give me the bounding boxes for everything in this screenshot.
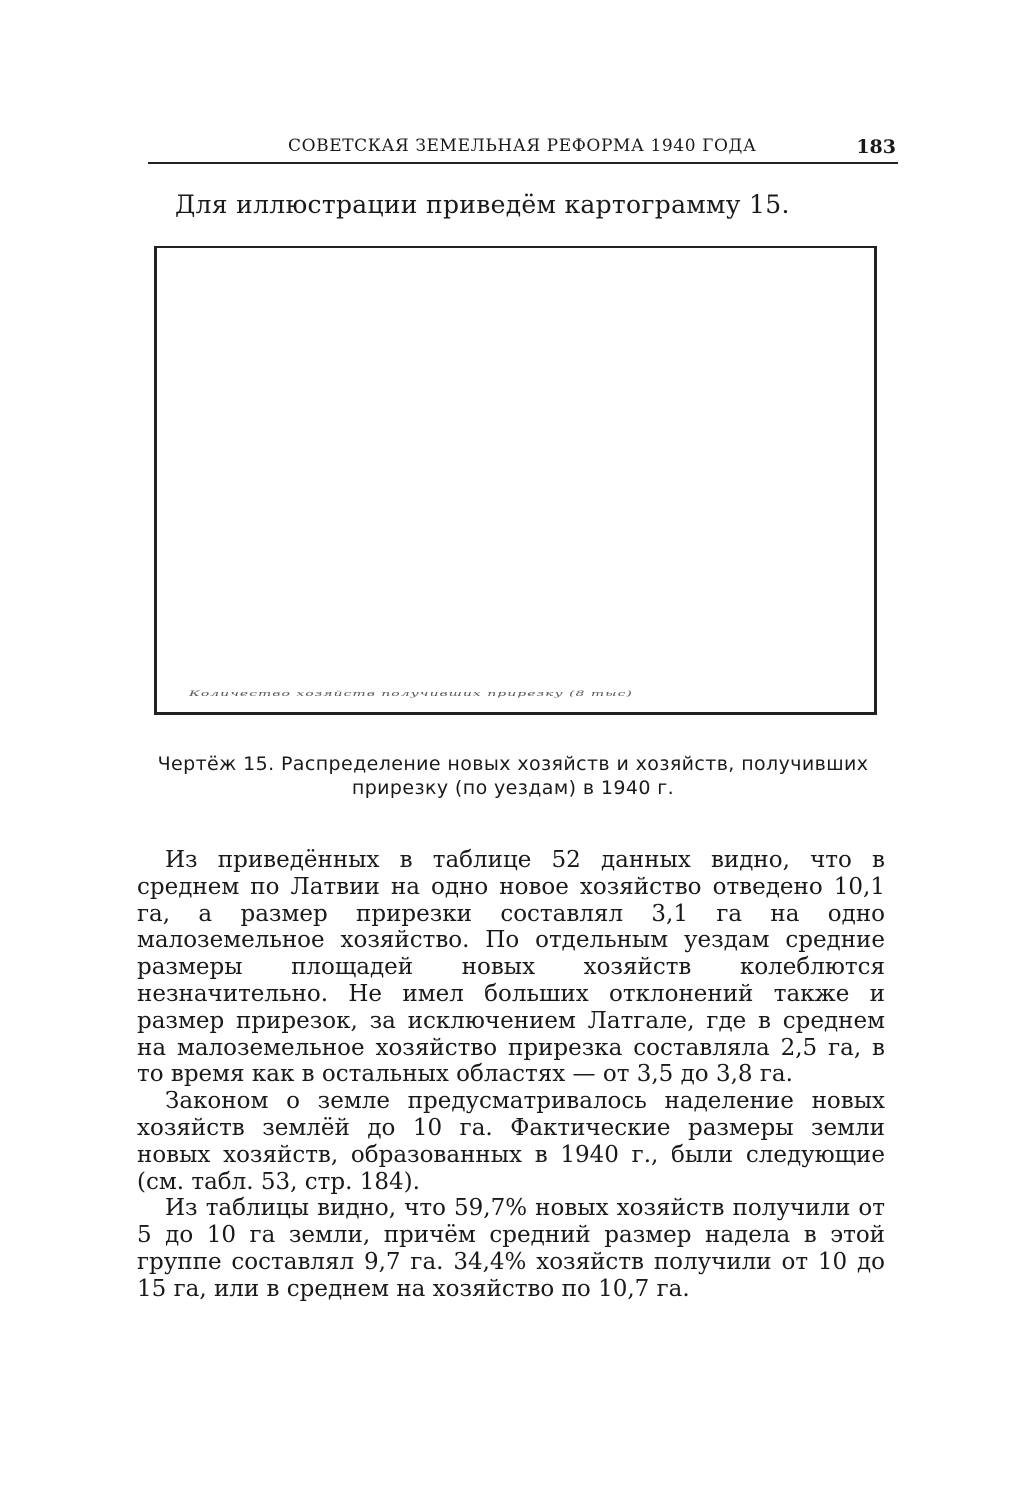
intro-line: Для иллюстрации приведём картограмму 15.: [175, 190, 790, 219]
paragraph-1: Из приведённых в таблице 52 данных видно, что в среднем по Латвии на одно новое хозяйство отведено 10,1 га, а размер прирезки составлял 3,1 га на одно малоземельное хозяйство. По отдельным уездам средние размеры площадей новых хозяйств колеблются незначительно. Не имел больших отклонений также и размер прирезок, за исключением Латгале, где в среднем на малоземельное хозяйство прирезка составляла 2,5 га, в то время как в остальных областях — от 3,5 до 3,8 га.: [137, 847, 885, 1088]
cartogram-frame: [154, 246, 877, 715]
cartogram-legend: Количество хозяйств получивших прирезку (8 тыс): [189, 689, 633, 698]
paragraph-3: Из таблицы видно, что 59,7% новых хозяйств получили от 5 до 10 га земли, причём средний размер надела в этой группе составлял 9,7 га. 34,4% хозяйств получили от 10 до 15 га, или в среднем на хозяйство по 10,7 га.: [137, 1195, 885, 1302]
body-text: [137, 847, 885, 1303]
page-number: 183: [856, 136, 896, 158]
figure-caption-line-2: прирезку (по уездам) в 1940 г.: [351, 777, 675, 799]
figure-caption: [137, 752, 889, 800]
running-header: [148, 132, 898, 164]
figure-caption-line-1: Чертёж 15. Распределение новых хозяйств и хозяйств, получивших: [157, 753, 869, 775]
paragraph-2: Законом о земле предусматривалось наделение новых хозяйств землёй до 10 га. Фактические размеры земли новых хозяйств, образованных в 1940 г., были следующие (см. табл. 53, стр. 184).: [137, 1088, 885, 1195]
running-title: СОВЕТСКАЯ ЗЕМЕЛЬНАЯ РЕФОРМА 1940 ГОДА: [288, 136, 757, 156]
